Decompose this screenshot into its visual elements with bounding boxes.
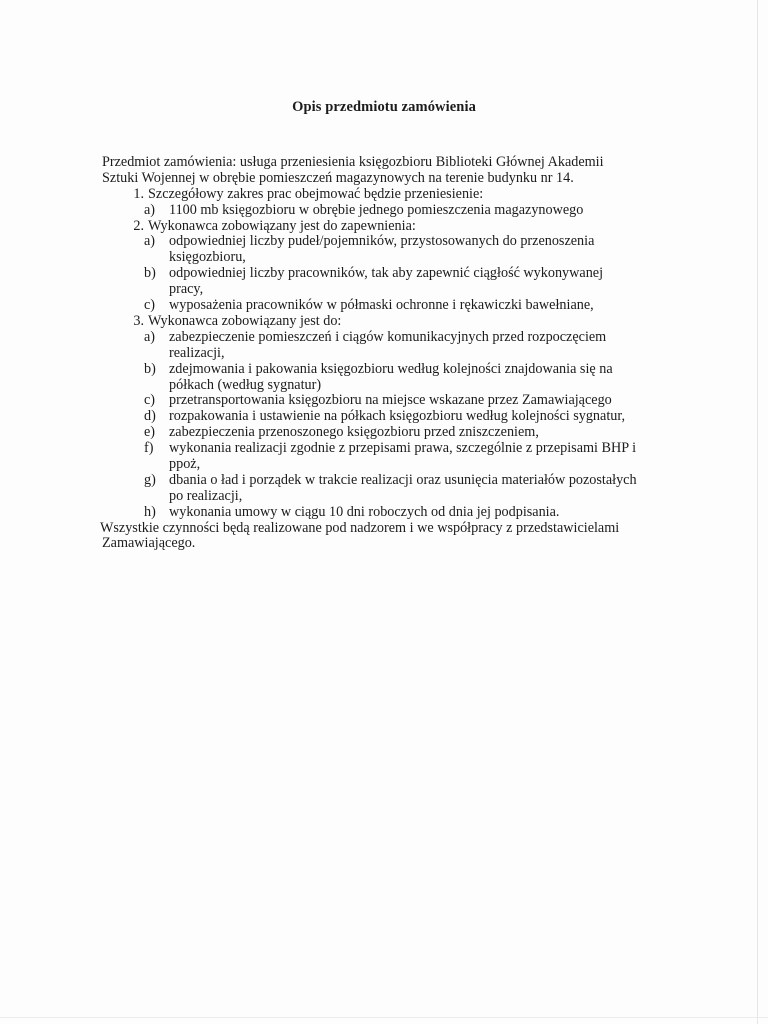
document-title: Opis przedmiotu zamówienia <box>292 99 476 115</box>
item-letter: a) <box>144 233 156 250</box>
scan-edge-right <box>757 0 758 1024</box>
item-text: odpowiedniej liczby pudeł/pojemników, przystosowanych do przenoszenia <box>169 233 595 250</box>
item-letter: h) <box>144 503 156 520</box>
item-text: wyposażenia pracowników w półmaski ochronne i rękawiczki bawełniane, <box>169 297 594 314</box>
item-text: dbania o ład i porządek w trakcie realizacji oraz usunięcia materiałów pozostałych <box>169 471 637 488</box>
list-item <box>144 362 662 394</box>
section-heading-text: Szczegółowy zakres prac obejmować będzie przeniesienie: <box>148 185 484 202</box>
section-number: 2. <box>133 217 144 234</box>
section-heading <box>102 219 662 235</box>
item-text: księgozbioru, <box>169 249 246 266</box>
list-item <box>144 330 662 362</box>
item-text: przetransportowania księgozbioru na miejsce wskazane przez Zamawiającego <box>169 392 612 409</box>
closing-line: Wszystkie czynności będą realizowane pod nadzorem i we współpracy z przedstawicielami <box>100 519 620 536</box>
section-number: 1. <box>133 185 144 202</box>
item-text: zdejmowania i pakowania księgozbioru według kolejności znajdowania się na <box>169 360 613 377</box>
list-item <box>144 393 662 409</box>
scan-edge-bottom <box>0 1017 768 1018</box>
item-text: ppoż, <box>169 456 201 472</box>
item-letter: f) <box>144 440 154 457</box>
item-letter: a) <box>144 201 156 218</box>
item-letter: a) <box>144 328 156 345</box>
section-number: 3. <box>133 312 144 329</box>
item-text: zabezpieczenia przenoszonego księgozbioru przed zniszczeniem, <box>169 424 539 441</box>
document-body <box>102 155 662 552</box>
list-item <box>144 425 662 441</box>
list-item <box>144 298 662 314</box>
section-heading <box>102 314 662 330</box>
section-heading <box>102 187 662 203</box>
list-item <box>144 409 662 425</box>
item-letter: c) <box>144 297 156 314</box>
item-letter: c) <box>144 392 156 409</box>
list-item <box>144 505 662 521</box>
section-heading-text: Wykonawca zobowiązany jest do zapewnienia: <box>148 217 416 234</box>
item-text: półkach (według sygnatur) <box>169 376 322 393</box>
item-text: odpowiedniej liczby pracowników, tak aby zapewnić ciągłość wykonywanej <box>169 265 604 282</box>
item-letter: e) <box>144 424 156 441</box>
intro-line: Przedmiot zamówienia: usługa przeniesienia księgozbioru Biblioteki Głównej Akademii <box>102 154 604 170</box>
item-text: pracy, <box>169 281 204 298</box>
item-text: wykonania realizacji zgodnie z przepisami prawa, szczególnie z przepisami BHP i <box>169 440 637 457</box>
list-item <box>144 441 662 473</box>
item-letter: g) <box>144 471 156 488</box>
item-text: realizacji, <box>169 344 225 361</box>
item-letter: b) <box>144 265 156 282</box>
list-item <box>144 473 662 505</box>
item-text: rozpakowania i ustawienie na półkach księgozbioru według kolejności sygnatur, <box>169 408 626 425</box>
closing-line: Zamawiającego. <box>102 535 196 552</box>
item-letter: d) <box>144 408 156 425</box>
item-text: zabezpieczenie pomieszczeń i ciągów komunikacyjnych przed rozpoczęciem <box>169 328 607 345</box>
item-text: 1100 mb księgozbioru w obrębie jednego pomieszczenia magazynowego <box>169 201 584 218</box>
list-item <box>144 203 662 219</box>
item-text: wykonania umowy w ciągu 10 dni roboczych od dnia jej podpisania. <box>169 503 560 520</box>
list-item <box>144 234 662 266</box>
item-text: po realizacji, <box>169 487 243 504</box>
intro-line: Sztuki Wojennej w obrębie pomieszczeń magazynowych na terenie budynku nr 14. <box>102 169 574 186</box>
section-heading-text: Wykonawca zobowiązany jest do: <box>148 312 342 329</box>
list-item <box>144 266 662 298</box>
item-letter: b) <box>144 360 156 377</box>
